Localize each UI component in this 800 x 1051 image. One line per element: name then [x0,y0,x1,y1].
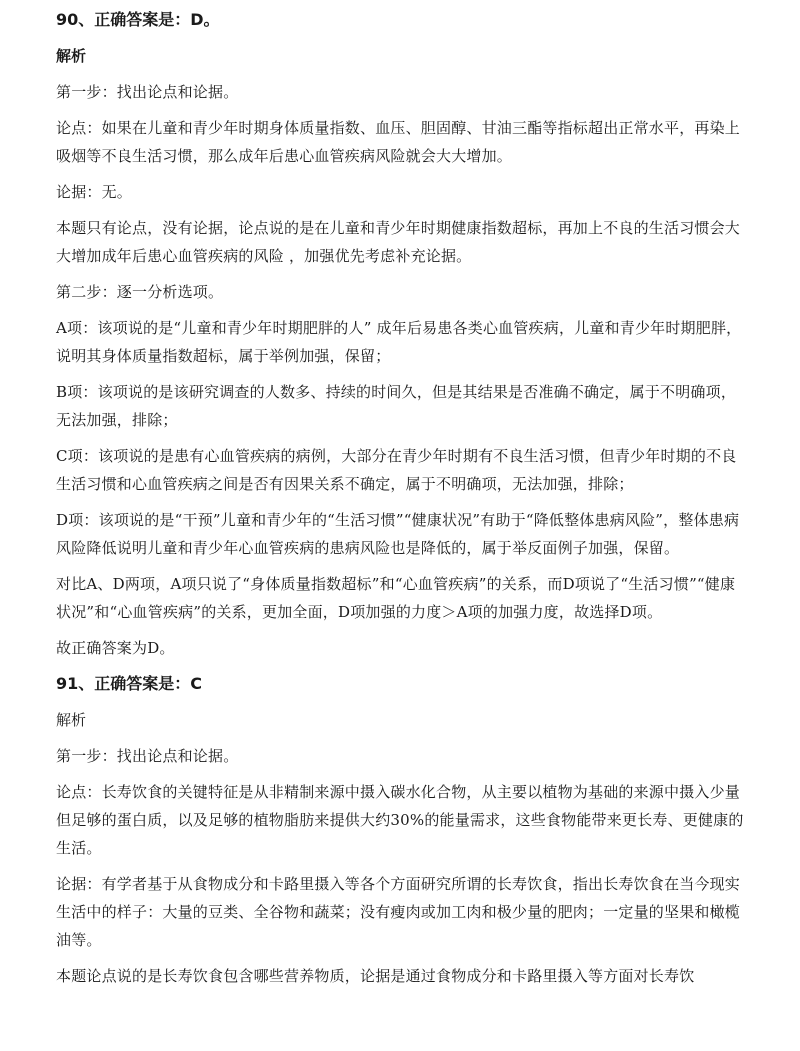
q90-compare: 对比A、D两项，A项只说了“身体质量指数超标”和“心血管疾病”的关系，而D项说了“生活习惯”“健康状况”和“心血管疾病”的关系，更加全面，D项加强的力度＞A项的加强力度，故选择D项。 [56,575,736,621]
q91-step1: 第一步：找出论点和论据。 [56,747,239,765]
q90-evidence: 论据：无。 [56,183,133,201]
q90-option-b: B项：该项说的是该研究调查的人数多、持续的时间久，但是其结果是否准确不确定，属于不明确项，无法加强，排除； [56,383,737,429]
q90-option-c: C项：该项说的是患有心血管疾病的病例，大部分在青少年时期有不良生活习惯，但青少年时期的不良生活习惯和心血管疾病之间是否有因果关系不确定，属于不明确项，无法加强，排除； [56,447,737,493]
q91-answer-heading: 91、正确答案是：C [56,674,203,693]
q91-evidence: 论据：有学者基于从食物成分和卡路里摄入等各个方面研究所谓的长寿饮食，指出长寿饮食在当今现实生活中的样子：大量的豆类、全谷物和蔬菜；没有瘦肉或加工肉和极少量的肥肉；一定量的坚果和橄榄油等。 [56,875,741,949]
q90-option-a: A项：该项说的是“儿童和青少年时期肥胖的人” 成年后易患各类心血管疾病，儿童和青少年时期肥胖，说明其身体质量指数超标，属于举例加强，保留； [56,319,742,365]
q91-argument: 论点：长寿饮食的关键特征是从非精制来源中摄入碳水化合物，从主要以植物为基础的来源中摄入少量但足够的蛋白质，以及足够的植物脂肪来提供大约30%的能量需求，这些食物能带来更长寿、更健康的生活。 [56,783,744,857]
q90-option-d: D项：该项说的是“干预”儿童和青少年的“生活习惯”“健康状况”有助于“降低整体患病风险”，整体患病风险降低说明儿童和青少年心血管疾病的患病风险也是降低的，属于举反面例子加强，保留。 [56,511,740,557]
q90-analysis-label: 解析 [56,47,87,65]
question-90 [56,6,748,662]
q90-step1: 第一步：找出论点和论据。 [56,83,239,101]
q90-argument: 论点：如果在儿童和青少年时期身体质量指数、血压、胆固醇、甘油三酯等指标超出正常水平，再染上吸烟等不良生活习惯，那么成年后患心血管疾病风险就会大大增加。 [56,119,741,165]
q90-answer-heading: 90、正确答案是：D。 [56,10,220,29]
q90-conclusion: 故正确答案为D。 [56,639,175,657]
q91-summary: 本题论点说的是长寿饮食包含哪些营养物质，论据是通过食物成分和卡路里摄入等方面对长寿饮 [56,967,695,985]
q90-step2: 第二步：逐一分析选项。 [56,283,224,301]
q91-analysis-label: 解析 [56,711,87,729]
q90-summary: 本题只有论点，没有论据，论点说的是在儿童和青少年时期健康指数超标，再加上不良的生活习惯会大大增加成年后患心血管疾病的风险 ，加强优先考虑补充论据。 [56,219,741,265]
question-91 [56,670,748,990]
